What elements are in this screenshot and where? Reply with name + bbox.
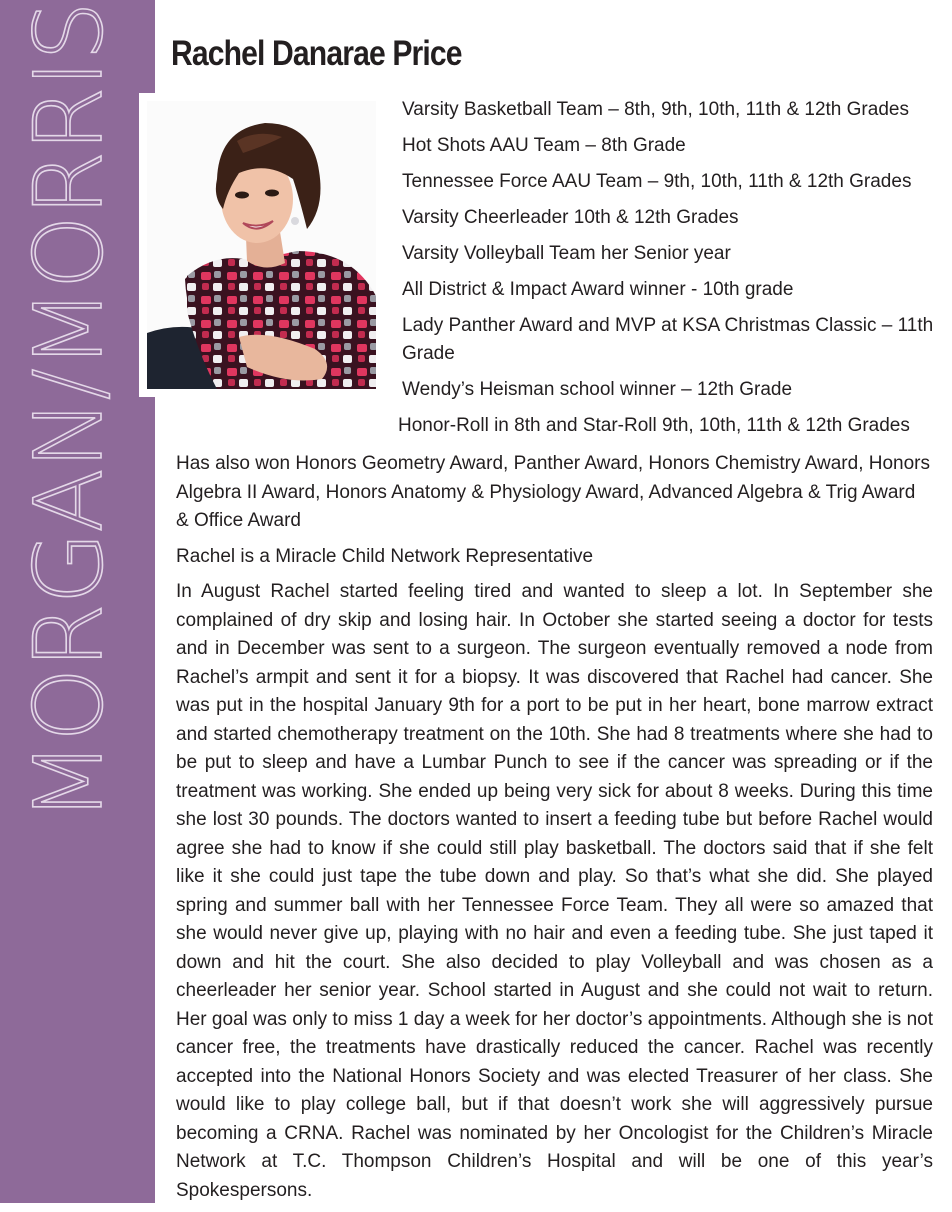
achievement-item: Varsity Cheerleader 10th & 12th Grades bbox=[402, 207, 739, 228]
page-title: Rachel Danarae Price bbox=[171, 34, 462, 73]
photo-frame bbox=[139, 93, 382, 397]
achievements-list bbox=[398, 96, 937, 448]
achievement-item: Honor-Roll in 8th and Star-Roll 9th, 10th, 11th & 12th Grades bbox=[398, 415, 910, 436]
achievement-item: Varsity Basketball Team – 8th, 9th, 10th, 11th & 12th Grades bbox=[402, 99, 909, 120]
sidebar-band bbox=[0, 0, 155, 1203]
portrait-illustration bbox=[147, 101, 376, 389]
biography bbox=[176, 450, 933, 1212]
portrait-photo bbox=[147, 101, 376, 389]
achievement-item: Wendy’s Heisman school winner – 12th Grade bbox=[402, 379, 793, 400]
achievement-item: Lady Panther Award and MVP at KSA Christmas Classic – 11th Grade bbox=[402, 315, 934, 364]
achievement-item: Hot Shots AAU Team – 8th Grade bbox=[402, 135, 686, 156]
story-paragraph: In August Rachel started feeling tired and wanted to sleep a lot. In September she complained of dry skip and losing hair. In October she started seeing a doctor for tests and in December was sent to a surgeon. The surgeon eventually removed a node from Rachel’s armpit and sent it for a biopsy. It was discovered that Rachel had cancer. She was put in the hospital January 9th for a port to be put in her heart, bone marrow extract and started chemotherapy treatment on the 10th. She had 8 treatments where she had to be put to sleep and have a Lumbar Punch to see if the cancer was spreading or if the treatment was working. She ended up being very sick for about 8 weeks. During this time she lost 30 pounds. The doctors wanted to insert a feeding tube but before Rachel would agree she had to know if she could still play basketball. The doctors said that if she felt like it she could just tape the tube down and play. So that’s what she did. She played spring and summer ball with her Tennessee Force Team. They all were so amazed that she would never give up, playing with no hair and even a feeding tube. She just taped it down and hit the court. She also decided to play Volleyball and was chosen as a cheerleader her senior year. School started in August and she could not wait to return. Her goal was only to miss 1 day a week for her doctor’s appointments. Although she is not cancer free, the treatments have drastically reduced the cancer. Rachel was recently accepted into the National Honors Society and was elected Treasurer of her class. She would like to play college ball, but if that doesn’t work she will aggressively pursue becoming a CRNA. Rachel was nominated by her Oncologist for the Children’s Miracle Network at T.C. Thompson Children’s Hospital and will be one of this year’s Spokespersons. bbox=[176, 581, 933, 1201]
honors-paragraph: Has also won Honors Geometry Award, Panther Award, Honors Chemistry Award, Honors Algebra II Award, Honors Anatomy & Physiology Award, Advanced Algebra & Trig Award & Office Award bbox=[176, 453, 931, 531]
achievement-item: Varsity Volleyball Team her Senior year bbox=[402, 243, 731, 264]
achievement-item: Tennessee Force AAU Team – 9th, 10th, 11th & 12th Grades bbox=[402, 171, 912, 192]
network-paragraph: Rachel is a Miracle Child Network Representative bbox=[176, 545, 594, 567]
achievement-item: All District & Impact Award winner - 10th grade bbox=[402, 279, 794, 300]
sidebar-family-name: MORGAN/MORRIS bbox=[15, 2, 124, 822]
